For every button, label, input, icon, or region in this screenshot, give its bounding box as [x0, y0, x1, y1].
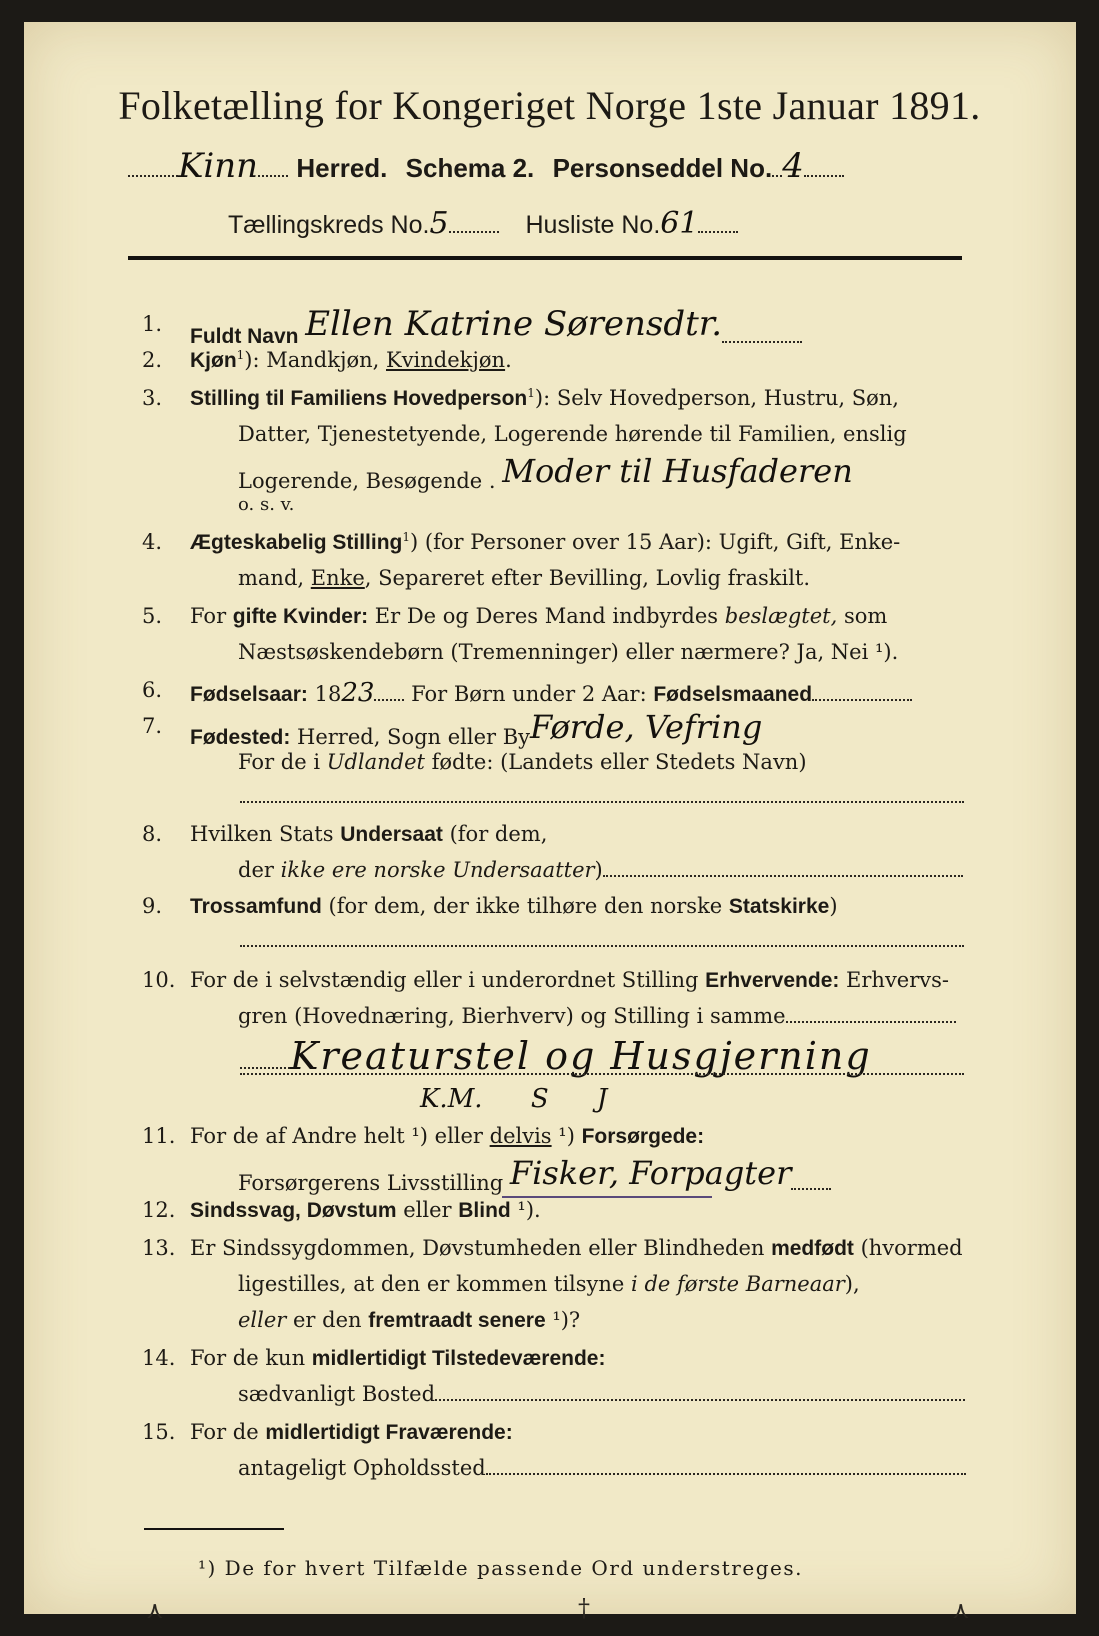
item-9 — [190, 894, 838, 919]
census-form-sheet — [24, 22, 1076, 1614]
item-11 — [190, 1124, 704, 1149]
item-12-number: 12. — [142, 1198, 176, 1222]
item-6-line1: For Børn under 2 Aar: — [411, 682, 654, 706]
item-8-label: Undersaat — [340, 823, 443, 846]
item-8-italic: ikke ere norske Undersaatter — [280, 858, 595, 882]
item-10-line1a: For de i selvstændig eller i underordnet Stilling — [190, 968, 706, 992]
item-3-value: Moder til Husfaderen — [502, 452, 853, 490]
item-11-value: Fisker, Forpagter — [509, 1154, 792, 1192]
item-13-line2-row — [238, 1272, 860, 1297]
item-10-value: Kreaturstel og Husgjerning — [290, 1034, 872, 1078]
item-11-line2: Forsørgerens Livsstilling — [238, 1171, 504, 1195]
item-13-bold: medfødt — [771, 1237, 854, 1260]
item-9-number: 9. — [142, 894, 163, 918]
item-3-line2: Datter, Tjenestetyende, Logerende hørende til Familien, enslig — [238, 422, 907, 446]
herred-label: Herred. — [296, 153, 388, 183]
item-1 — [190, 304, 802, 353]
item-10-value2: K.M. S J — [420, 1084, 608, 1114]
corner-mark-right-icon: ⋏ — [952, 1596, 970, 1624]
item-4-line2b: , Separeret efter Bevilling, Lovlig fraskilt. — [364, 566, 811, 590]
item-2-number: 2. — [142, 348, 163, 372]
item-4-label: Ægteskabelig Stilling — [190, 531, 403, 554]
item-7-line2-row — [238, 750, 807, 775]
item-7-blank-line — [240, 800, 964, 803]
herred-line — [128, 146, 844, 186]
item-14-line2-row — [238, 1382, 965, 1407]
item-8-line2-row — [238, 858, 963, 883]
item-12-post: ¹). — [510, 1198, 541, 1222]
item-12-label2: Blind — [458, 1199, 511, 1222]
item-7-italic: Udlandet — [326, 750, 425, 774]
item-7 — [190, 708, 763, 752]
item-3-number: 3. — [142, 386, 163, 410]
item-15 — [190, 1420, 513, 1445]
kreds-line — [228, 206, 738, 241]
item-15-label: midlertidigt Fraværende: — [265, 1421, 513, 1444]
item-8-line2b: ) — [594, 858, 603, 882]
item-7-line2a: For de i — [238, 750, 327, 774]
item-1-label: Fuldt Navn — [190, 325, 299, 348]
item-5-pre: For — [190, 604, 233, 628]
center-mark-icon: † — [578, 1594, 590, 1622]
item-14-label: midlertidigt Tilstedeværende: — [311, 1347, 606, 1370]
footnote: ¹) De for hvert Tilfælde passende Ord understreges. — [198, 1556, 803, 1580]
item-8-line1b: (for dem, — [442, 822, 548, 846]
item-14-number: 14. — [142, 1346, 176, 1370]
personseddel-label: Personseddel No. — [552, 153, 773, 183]
item-2-sup: 1 — [236, 348, 245, 362]
item-9-line1: (for dem, der ikke tilhøre den norske — [321, 894, 729, 918]
item-3 — [190, 386, 899, 411]
item-5 — [190, 604, 887, 629]
item-3-sup: 1 — [527, 386, 535, 400]
item-4-underlined: Enke — [310, 566, 365, 590]
item-13-line1b: (hvormed — [853, 1236, 963, 1260]
item-13-italic2: eller — [238, 1308, 287, 1332]
item-3-line3-row — [238, 452, 853, 496]
item-8-line2a: der — [238, 858, 281, 882]
item-4 — [190, 530, 900, 555]
item-15-line2-row — [238, 1456, 966, 1481]
item-5-line1: Er De og Deres Mand indbyrdes — [368, 604, 725, 628]
item-10-line2-row — [238, 1004, 956, 1029]
item-13-line2a: ligestilles, at den er kommen tilsyne — [238, 1272, 632, 1296]
item-5-line2: Næstsøskendebørn (Tremenninger) eller nærmere? Ja, Nei ¹). — [238, 640, 899, 664]
item-2-pre: ): Mandkjøn, — [244, 348, 386, 372]
item-4-sup: 1 — [402, 530, 411, 544]
item-11-number: 11. — [142, 1124, 176, 1148]
item-11-line2-row — [238, 1154, 831, 1198]
kreds-value: 5 — [429, 206, 449, 241]
item-13-line3: er den — [286, 1308, 369, 1332]
item-8-number: 8. — [142, 822, 163, 846]
item-3-line1: ): Selv Hovedperson, Hustru, Søn, — [534, 386, 899, 410]
item-10-line2: gren (Hovednæring, Bierhverv) og Stilling i samme — [238, 1004, 786, 1028]
item-1-number: 1. — [142, 312, 163, 336]
item-10-label: Erhvervende: — [705, 969, 840, 992]
item-4-line1: ) (for Personer over 15 Aar): Ugift, Gift, Enke- — [410, 530, 901, 554]
husliste-label: Husliste No. — [525, 211, 661, 239]
item-1-value: Ellen Katrine Sørensdtr. — [305, 304, 723, 344]
schema-label: Schema 2. — [405, 153, 535, 183]
item-4-number: 4. — [142, 530, 163, 554]
item-15-number: 15. — [142, 1420, 176, 1444]
item-6-number: 6. — [142, 678, 163, 702]
item-13-line3b: ¹)? — [545, 1308, 581, 1332]
corner-mark-left-icon: ⋏ — [146, 1596, 164, 1624]
header-rule — [128, 256, 962, 260]
item-7-line2b: fødte: (Landets eller Stedets Navn) — [424, 750, 807, 774]
item-9-blank-line — [240, 944, 964, 947]
item-11-underlined: delvis — [489, 1124, 552, 1148]
item-5-italic: beslægtet, — [724, 604, 838, 628]
item-7-value: Førde, Vefring — [530, 708, 763, 746]
item-13-line2b: ), — [844, 1272, 860, 1296]
item-5-label: gifte Kvinder: — [232, 605, 369, 628]
herred-value: Kinn — [178, 146, 259, 186]
item-6-year-prefix: 18 — [314, 682, 342, 706]
kreds-label: Tællingskreds No. — [228, 211, 430, 239]
item-9-label: Trossamfund — [190, 895, 322, 918]
item-4-line2-row — [238, 566, 810, 591]
item-12-mid: eller — [396, 1198, 459, 1222]
item-10-blank-line — [240, 1072, 964, 1075]
item-13-line1a: Er Sindssygdommen, Døvstumheden eller Blindheden — [190, 1236, 772, 1260]
personseddel-value: 4 — [782, 146, 804, 186]
item-9-line1b: ) — [829, 894, 838, 918]
item-9-bold2: Statskirke — [728, 895, 830, 918]
form-title: Folketælling for Kongeriget Norge 1ste Januar 1891. — [118, 83, 981, 128]
item-3-label: Stilling til Familiens Hovedperson — [190, 387, 528, 410]
item-12-label: Sindssvag, Døvstum — [190, 1199, 397, 1222]
item-2-post: . — [505, 348, 512, 372]
item-15-pre: For de — [190, 1420, 266, 1444]
item-8 — [190, 822, 547, 847]
item-14 — [190, 1346, 605, 1371]
item-2 — [190, 348, 512, 373]
item-13-italic: i de første Barneaar — [631, 1272, 845, 1296]
item-13-number: 13. — [142, 1236, 176, 1260]
item-10 — [190, 968, 949, 993]
item-11-label: Forsørgede: — [581, 1125, 705, 1148]
item-4-line2a: mand, — [238, 566, 311, 590]
item-3-line4: o. s. v. — [238, 494, 295, 515]
item-11-line1b: ¹) — [551, 1124, 582, 1148]
item-10-number: 10. — [142, 968, 176, 992]
item-5-number: 5. — [142, 604, 163, 628]
item-7-number: 7. — [142, 714, 163, 738]
footnote-rule — [144, 1528, 284, 1530]
item-6-year-value: 23 — [341, 678, 375, 708]
item-6 — [190, 678, 912, 709]
item-7-label: Fødested: — [190, 726, 291, 749]
item-14-pre: For de kun — [190, 1346, 312, 1370]
item-14-line2: sædvanligt Bosted — [238, 1382, 436, 1406]
item-13 — [190, 1236, 963, 1261]
item-15-line2: antageligt Opholdssted — [238, 1456, 486, 1480]
husliste-value: 61 — [660, 206, 699, 241]
item-13-bold3: fremtraadt senere — [368, 1309, 546, 1332]
item-7-line1: Herred, Sogn eller By — [290, 725, 531, 749]
item-6-label: Fødselsaar: — [190, 683, 308, 706]
item-2-label: Kjøn — [190, 349, 237, 372]
item-8-line1a: Hvilken Stats — [190, 822, 341, 846]
item-2-underlined: Kvindekjøn — [386, 348, 506, 372]
item-11-line1a: For de af Andre helt ¹) eller — [190, 1124, 490, 1148]
item-10-line1b: Erhvervs- — [839, 968, 950, 992]
item-3-line3: Logerende, Besøgende . — [238, 469, 496, 493]
item-12 — [190, 1198, 541, 1223]
item-10-value2-row — [420, 1084, 607, 1115]
item-5-line1b: som — [837, 604, 888, 628]
item-13-line3-row — [238, 1308, 580, 1333]
item-6-label2: Fødselsmaaned — [653, 683, 813, 706]
